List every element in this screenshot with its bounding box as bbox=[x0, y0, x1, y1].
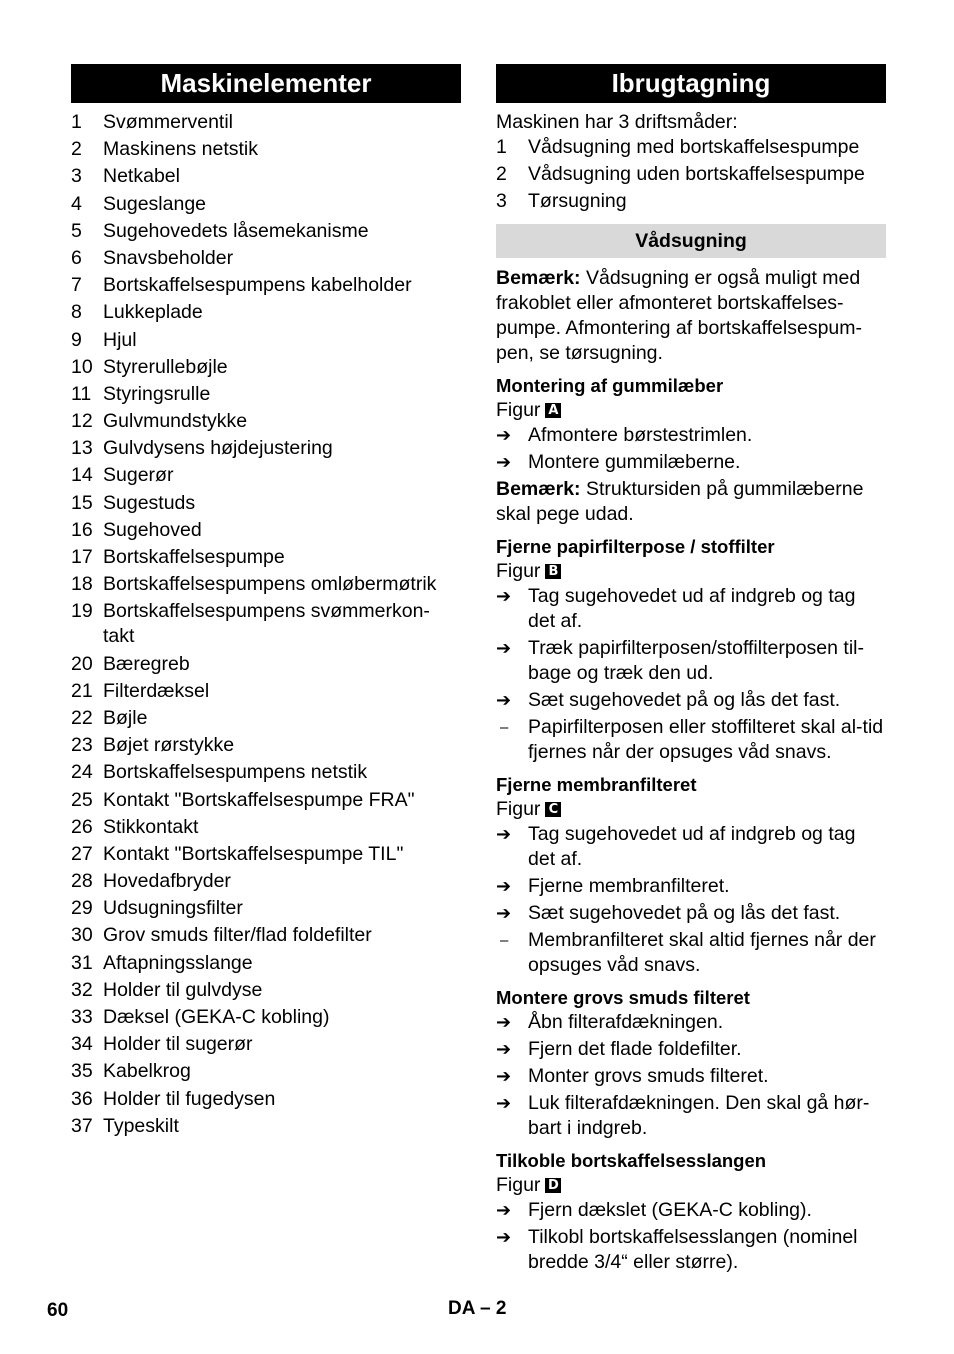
modes-list bbox=[496, 135, 886, 214]
list-item bbox=[71, 896, 461, 921]
section-title-commissioning: Ibrugtagning bbox=[496, 64, 886, 103]
step-item bbox=[496, 1091, 886, 1141]
item-number: 8 bbox=[71, 301, 82, 324]
list-item bbox=[71, 788, 461, 813]
item-label: Vådsugning med bortskaffelsespumpe bbox=[528, 136, 860, 158]
item-label: Typeskilt bbox=[103, 1114, 179, 1137]
item-label: Sugehoved bbox=[103, 518, 202, 541]
step-item bbox=[496, 822, 886, 872]
item-label: Holder til sugerør bbox=[103, 1033, 253, 1056]
list-item bbox=[71, 842, 461, 867]
steps-list bbox=[496, 1010, 886, 1141]
heading-disposal-hose: Tilkoble bortskaffelsesslangen bbox=[496, 1150, 767, 1171]
item-label: Bøjle bbox=[103, 706, 148, 729]
item-number: 14 bbox=[71, 464, 93, 487]
item-number: 12 bbox=[71, 410, 93, 433]
item-number: 3 bbox=[496, 190, 507, 212]
item-label: Maskinens netstik bbox=[103, 138, 258, 161]
item-label: Kontakt "Bortskaffelsespumpe FRA" bbox=[103, 788, 415, 811]
item-number: 18 bbox=[71, 573, 93, 596]
list-item bbox=[71, 409, 461, 434]
item-label: Tørsugning bbox=[528, 190, 627, 212]
list-item bbox=[71, 706, 461, 731]
item-label: Bæregreb bbox=[103, 652, 190, 675]
list-item bbox=[71, 463, 461, 488]
item-number: 32 bbox=[71, 978, 93, 1001]
list-item bbox=[71, 572, 461, 597]
list-item bbox=[71, 652, 461, 677]
arrow-right-icon: ➔ bbox=[496, 1066, 512, 1086]
item-label: Sugestuds bbox=[103, 491, 196, 514]
step-text: Åbn filterafdækningen. bbox=[528, 1011, 724, 1033]
item-label: Svømmerventil bbox=[103, 111, 234, 133]
item-label: Bortskaffelsespumpens kabelholder bbox=[103, 274, 412, 297]
list-item bbox=[71, 869, 461, 894]
item-label: Kontakt "Bortskaffelsespumpe TIL" bbox=[103, 842, 404, 865]
arrow-right-icon: ➔ bbox=[496, 903, 512, 923]
item-label: Bortskaffelsespumpens omløbermøtrik bbox=[103, 573, 437, 596]
step-text: Træk papirfilterposen/stoffilterposen til-bage og træk den ud. bbox=[528, 637, 864, 684]
step-item bbox=[496, 584, 886, 634]
step-item bbox=[496, 688, 886, 713]
section-disposal-hose bbox=[496, 1148, 886, 1275]
subsection-title-wet-vacuuming: Vådsugning bbox=[496, 224, 886, 258]
figure-letter-icon: B bbox=[545, 564, 561, 579]
figure-letter-icon: C bbox=[545, 802, 561, 817]
item-number: 26 bbox=[71, 815, 93, 838]
item-label: Snavsbeholder bbox=[103, 246, 234, 269]
figure-word: Figur bbox=[496, 1174, 541, 1196]
heading-coarse-filter: Montere grovs smuds filteret bbox=[496, 987, 750, 1008]
list-item bbox=[71, 733, 461, 758]
item-label: Netkabel bbox=[103, 165, 180, 188]
item-number: 37 bbox=[71, 1114, 93, 1137]
item-label: Sugeslange bbox=[103, 192, 207, 215]
step-item bbox=[496, 1064, 886, 1089]
list-item bbox=[71, 599, 461, 649]
item-number: 33 bbox=[71, 1006, 93, 1028]
item-number: 28 bbox=[71, 870, 93, 893]
list-item bbox=[71, 110, 461, 135]
list-item bbox=[71, 951, 461, 976]
list-item bbox=[71, 273, 461, 298]
item-label: Gulvmundstykke bbox=[103, 410, 248, 433]
item-label: Stikkontakt bbox=[103, 815, 199, 838]
item-label: Sugehovedets låsemekanisme bbox=[103, 219, 369, 242]
section-title-machine-elements: Maskinelementer bbox=[71, 64, 461, 103]
item-label: Holder til gulvdyse bbox=[103, 978, 263, 1001]
steps-list bbox=[496, 822, 886, 926]
steps-list bbox=[496, 1198, 886, 1275]
list-item bbox=[71, 978, 461, 1003]
dash-item bbox=[496, 715, 886, 765]
item-number: 30 bbox=[71, 924, 93, 947]
list-item bbox=[71, 328, 461, 353]
arrow-right-icon: ➔ bbox=[496, 1200, 512, 1220]
item-number: 29 bbox=[71, 897, 93, 920]
arrow-right-icon: ➔ bbox=[496, 1039, 512, 1059]
list-item bbox=[71, 219, 461, 244]
item-label: Aftapningsslange bbox=[103, 951, 253, 974]
step-text: Fjern dækslet (GEKA-C kobling). bbox=[528, 1199, 812, 1221]
step-text: Fjern det flade foldefilter. bbox=[528, 1038, 742, 1060]
list-item bbox=[496, 162, 886, 187]
item-number: 24 bbox=[71, 761, 93, 784]
list-item bbox=[71, 491, 461, 516]
list-item bbox=[71, 1032, 461, 1057]
arrow-right-icon: ➔ bbox=[496, 690, 512, 710]
list-item bbox=[71, 137, 461, 162]
step-item bbox=[496, 636, 886, 686]
step-text: Tag sugehovedet ud af indgreb og tag det af. bbox=[528, 823, 856, 870]
page-number: 60 bbox=[47, 1300, 69, 1321]
list-item bbox=[71, 355, 461, 380]
item-label: Sugerør bbox=[103, 464, 174, 487]
item-number: 15 bbox=[71, 491, 93, 514]
heading-paper-filter: Fjerne papirfilterpose / stoffilter bbox=[496, 536, 775, 557]
list-item bbox=[71, 300, 461, 325]
note-wet-vacuuming bbox=[496, 266, 886, 366]
steps-list bbox=[496, 584, 886, 713]
list-item bbox=[496, 135, 886, 160]
item-label: Bortskaffelsespumpens svømmerkon-takt bbox=[103, 600, 430, 648]
item-number: 31 bbox=[71, 951, 93, 974]
figure-letter-icon: D bbox=[545, 1178, 561, 1193]
item-number: 20 bbox=[71, 652, 93, 675]
heading-rubber-lips: Montering af gummilæber bbox=[496, 375, 724, 396]
section-paper-filter bbox=[496, 534, 886, 765]
item-number: 10 bbox=[71, 355, 93, 378]
list-item bbox=[71, 436, 461, 461]
arrow-right-icon: ➔ bbox=[496, 586, 512, 606]
item-label: Styrerullebøjle bbox=[103, 355, 228, 378]
item-label: Filterdæksel bbox=[103, 679, 210, 702]
item-label: Grov smuds filter/flad foldefilter bbox=[103, 924, 372, 947]
item-number: 16 bbox=[71, 518, 93, 541]
step-text: Afmontere børstestrimlen. bbox=[528, 424, 753, 446]
list-item bbox=[71, 246, 461, 271]
figure-word: Figur bbox=[496, 798, 541, 820]
item-number: 3 bbox=[71, 165, 82, 188]
list-item bbox=[71, 164, 461, 189]
note-text: Vådsugning er også muligt med frakoblet eller afmonteret bortskaffelses-pumpe. Afmontering af bortskaffelsespum-pen, se tørsugning. bbox=[496, 267, 862, 364]
step-item bbox=[496, 450, 886, 475]
list-item bbox=[71, 518, 461, 543]
steps-list bbox=[496, 423, 886, 475]
section-membrane-filter bbox=[496, 772, 886, 978]
figure-ref bbox=[496, 1173, 886, 1198]
item-label: Vådsugning uden bortskaffelsespumpe bbox=[528, 163, 865, 185]
list-item bbox=[71, 923, 461, 948]
step-text: Sæt sugehovedet på og lås det fast. bbox=[528, 902, 841, 924]
arrow-right-icon: ➔ bbox=[496, 1012, 512, 1032]
item-number: 5 bbox=[71, 219, 82, 242]
item-label: Hovedafbryder bbox=[103, 870, 231, 893]
dash-icon: – bbox=[500, 719, 509, 736]
left-column bbox=[71, 64, 461, 1141]
list-item bbox=[71, 760, 461, 785]
arrow-right-icon: ➔ bbox=[496, 876, 512, 896]
list-item bbox=[71, 1005, 461, 1030]
item-label: Holder til fugedysen bbox=[103, 1087, 276, 1110]
step-text: Luk filterafdækningen. Den skal gå hør-bart i indgreb. bbox=[528, 1092, 870, 1139]
figure-ref bbox=[496, 797, 886, 822]
item-number: 2 bbox=[496, 163, 507, 185]
right-column bbox=[496, 64, 886, 1277]
figure-ref bbox=[496, 398, 886, 423]
dash-icon: – bbox=[500, 932, 509, 949]
step-item bbox=[496, 1198, 886, 1223]
note-rubber-lips bbox=[496, 477, 886, 527]
item-label: Bortskaffelsespumpens netstik bbox=[103, 761, 368, 784]
list-item bbox=[71, 1087, 461, 1112]
list-item bbox=[71, 1114, 461, 1139]
dash-text: Papirfilterposen eller stoffilteret skal al-tid fjernes når der opsuges våd snavs. bbox=[528, 716, 884, 763]
arrow-right-icon: ➔ bbox=[496, 1227, 512, 1247]
arrow-right-icon: ➔ bbox=[496, 425, 512, 445]
item-number: 6 bbox=[71, 246, 82, 269]
item-label: Gulvdysens højdejustering bbox=[103, 437, 333, 460]
list-item bbox=[71, 192, 461, 217]
parts-list bbox=[71, 110, 461, 1139]
figure-word: Figur bbox=[496, 560, 541, 582]
figure-letter-icon: A bbox=[545, 403, 561, 418]
section-coarse-filter bbox=[496, 985, 886, 1141]
step-text: Tilkobl bortskaffelsesslangen (nominel bredde 3/4“ eller større). bbox=[528, 1226, 858, 1273]
item-number: 11 bbox=[71, 382, 92, 405]
arrow-right-icon: ➔ bbox=[496, 452, 512, 472]
step-text: Fjerne membranfilteret. bbox=[528, 875, 730, 897]
arrow-right-icon: ➔ bbox=[496, 1093, 512, 1113]
note-label: Bemærk: bbox=[496, 267, 581, 289]
language-page-label: DA – 2 bbox=[448, 1298, 507, 1319]
step-item bbox=[496, 901, 886, 926]
step-item bbox=[496, 1037, 886, 1062]
item-number: 1 bbox=[496, 136, 507, 158]
step-text: Monter grovs smuds filteret. bbox=[528, 1065, 769, 1087]
step-item bbox=[496, 1010, 886, 1035]
item-number: 25 bbox=[71, 788, 93, 811]
item-number: 22 bbox=[71, 706, 93, 729]
arrow-right-icon: ➔ bbox=[496, 824, 512, 844]
item-number: 17 bbox=[71, 546, 93, 568]
item-label: Hjul bbox=[103, 328, 137, 351]
list-item bbox=[71, 382, 461, 407]
item-label: Dæksel (GEKA-C kobling) bbox=[103, 1006, 330, 1028]
item-number: 2 bbox=[71, 138, 82, 161]
modes-intro: Maskinen har 3 driftsmåder: bbox=[496, 111, 738, 133]
item-number: 19 bbox=[71, 600, 93, 623]
item-number: 35 bbox=[71, 1060, 93, 1083]
item-label: Kabelkrog bbox=[103, 1060, 191, 1083]
item-number: 7 bbox=[71, 274, 82, 297]
dash-item bbox=[496, 928, 886, 978]
step-item bbox=[496, 874, 886, 899]
dash-text: Membranfilteret skal altid fjernes når der opsuges våd snavs. bbox=[528, 929, 876, 976]
item-number: 9 bbox=[71, 328, 82, 351]
step-text: Sæt sugehovedet på og lås det fast. bbox=[528, 689, 841, 711]
item-number: 4 bbox=[71, 192, 82, 215]
item-label: Styringsrulle bbox=[103, 382, 211, 405]
step-text: Tag sugehovedet ud af indgreb og tag det af. bbox=[528, 585, 856, 632]
item-number: 27 bbox=[71, 842, 93, 865]
list-item bbox=[71, 1059, 461, 1084]
heading-membrane-filter: Fjerne membranfilteret bbox=[496, 774, 697, 795]
item-number: 13 bbox=[71, 437, 93, 460]
list-item bbox=[71, 815, 461, 840]
note-label: Bemærk: bbox=[496, 478, 581, 500]
note-text: Struktursiden på gummilæberne skal pege udad. bbox=[496, 478, 864, 525]
figure-word: Figur bbox=[496, 399, 541, 421]
list-item bbox=[496, 189, 886, 214]
item-label: Lukkeplade bbox=[103, 301, 203, 324]
item-number: 21 bbox=[71, 679, 93, 702]
step-item bbox=[496, 1225, 886, 1275]
arrow-right-icon: ➔ bbox=[496, 638, 512, 658]
item-label: Bortskaffelsespumpe bbox=[103, 546, 285, 568]
item-number: 23 bbox=[71, 734, 93, 757]
step-text: Montere gummilæberne. bbox=[528, 451, 741, 473]
section-rubber-lips bbox=[496, 373, 886, 527]
item-number: 34 bbox=[71, 1033, 93, 1056]
list-item bbox=[71, 545, 461, 570]
item-number: 1 bbox=[71, 111, 82, 133]
item-label: Udsugningsfilter bbox=[103, 897, 243, 920]
figure-ref bbox=[496, 559, 886, 584]
item-number: 36 bbox=[71, 1087, 93, 1110]
step-item bbox=[496, 423, 886, 448]
item-label: Bøjet rørstykke bbox=[103, 734, 235, 757]
list-item bbox=[71, 679, 461, 704]
